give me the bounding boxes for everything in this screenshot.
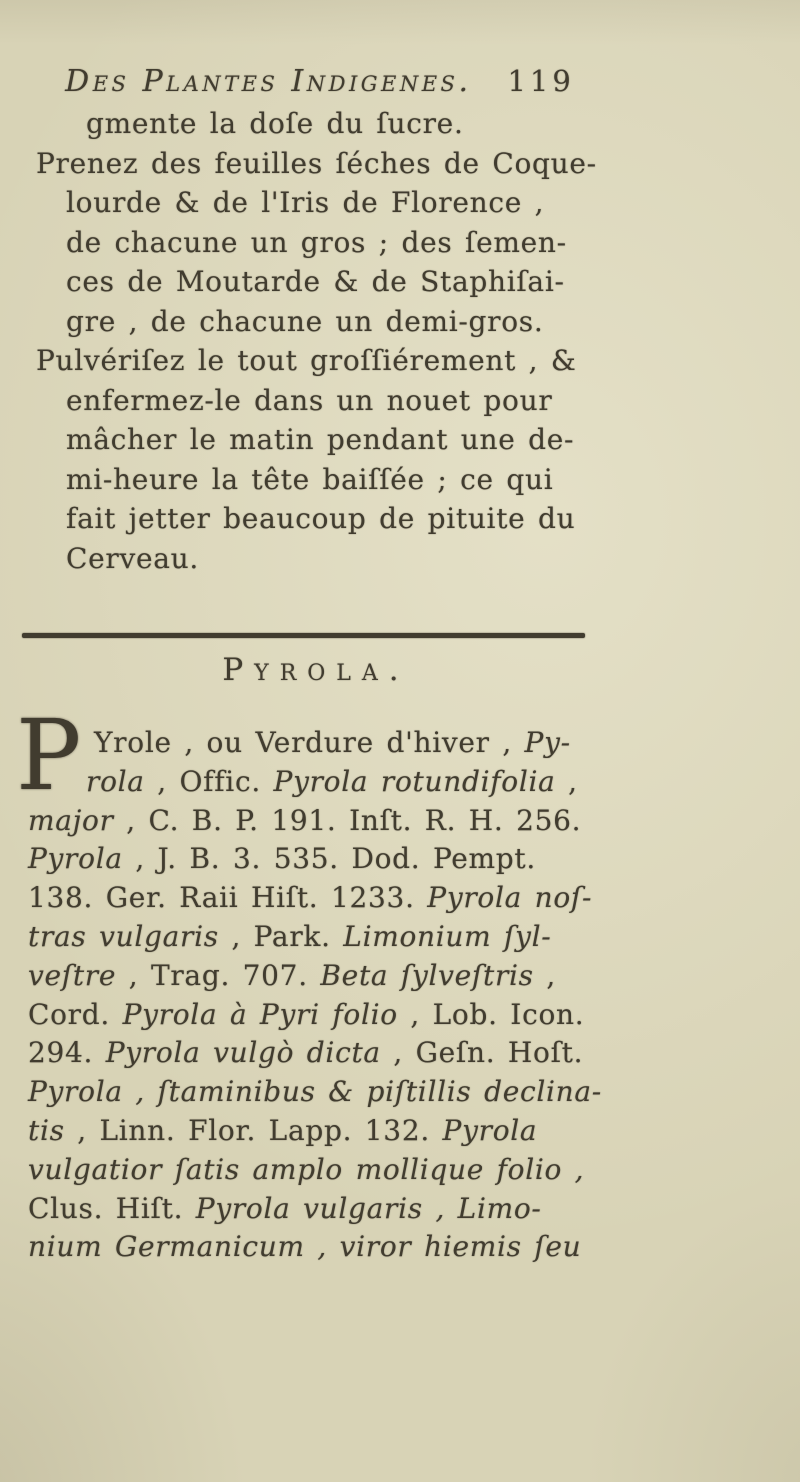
text-segment: Cord. <box>28 997 123 1031</box>
text-line <box>26 1228 636 1267</box>
page-number: 119 <box>507 64 575 98</box>
text-segment: Yrole , ou Verdure d'hiver , <box>94 726 525 759</box>
text-segment: , Offic. <box>144 764 274 798</box>
italic-text-segment: Py- <box>524 726 571 759</box>
text-segment: de chacune un gros ; des ſemen- <box>66 225 567 259</box>
text-segment: , Geſn. Hoſt. <box>380 1036 584 1070</box>
italic-text-segment: Pyrola <box>28 842 123 876</box>
italic-text-segment: Pyrola , ſtaminibus & piſtillis declina- <box>28 1075 602 1109</box>
text-segment: , Lob. Icon. <box>397 997 585 1031</box>
text-line <box>30 341 630 381</box>
text-line <box>26 1190 636 1229</box>
italic-text-segment: tras vulgaris <box>28 919 219 953</box>
text-line <box>30 420 630 460</box>
text-segment: Prenez des feuilles ſéches de Coque- <box>36 146 597 180</box>
text-line <box>30 381 630 421</box>
italic-text-segment: Pyrola noſ- <box>427 881 593 915</box>
text-line <box>30 460 630 500</box>
italic-text-segment: Beta ſylveſtris <box>320 958 534 992</box>
text-line <box>26 802 636 841</box>
italic-text-segment: major <box>28 803 114 837</box>
drop-cap: P <box>16 699 82 812</box>
italic-text-segment: Pyrola à Pyri folio <box>122 997 398 1031</box>
text-segment: fait jetter beaucoup de pituite du <box>66 502 576 535</box>
text-segment: lourde & de l'Iris de Florence , <box>66 186 545 219</box>
text-segment: , <box>555 764 578 798</box>
text-segment: ces de Moutarde & de Staphiſai- <box>66 265 565 298</box>
italic-text-segment: vulgatior ſatis amplo mollique folio , <box>28 1152 585 1186</box>
text-segment: gmente la doſe du ſucre. <box>86 107 464 140</box>
text-line <box>30 223 630 263</box>
italic-text-segment: Pyrola vulgaris , Limo- <box>195 1191 542 1225</box>
text-line <box>30 104 630 144</box>
text-segment: Cerveau. <box>66 541 199 575</box>
article-paragraph <box>26 724 636 1267</box>
text-line <box>26 763 636 802</box>
text-line <box>26 724 636 763</box>
text-line <box>26 1034 636 1073</box>
text-segment: enfermez-le dans un nouet pour <box>66 383 553 417</box>
text-line <box>30 499 630 539</box>
text-segment: mi-heure la tête baiſſée ; ce qui <box>66 462 554 496</box>
italic-text-segment: nium Germanicum , viror hiemis ſeu <box>28 1230 582 1264</box>
italic-text-segment: Limonium ſyl- <box>343 919 552 953</box>
italic-text-segment: rola <box>86 764 145 798</box>
text-line <box>30 262 630 302</box>
text-line <box>26 879 636 918</box>
text-line <box>26 1151 636 1190</box>
text-segment: gre , de chacune un demi-gros. <box>66 304 544 338</box>
text-segment: Clus. Hiſt. <box>28 1191 196 1225</box>
italic-text-segment: veſtre <box>28 958 117 992</box>
section-divider-rule <box>22 633 585 638</box>
text-line <box>30 183 630 223</box>
text-line <box>26 918 636 957</box>
text-segment: , Park. <box>218 919 344 953</box>
text-line <box>26 1112 636 1151</box>
text-line <box>26 1073 636 1112</box>
section-heading: Pyrola. <box>222 652 410 688</box>
text-segment: 294. <box>28 1036 106 1070</box>
text-line <box>26 840 636 879</box>
page-header <box>0 64 640 99</box>
italic-text-segment: Pyrola rotundifolia <box>273 764 556 798</box>
text-segment: , J. B. 3. 535. Dod. Pempt. <box>122 842 536 876</box>
running-title: Des Plantes Indigenes. <box>65 64 472 99</box>
italic-text-segment: Pyrola <box>442 1113 538 1147</box>
text-line <box>26 957 636 996</box>
recipe-paragraph <box>30 104 630 578</box>
text-segment: , Linn. Flor. Lapp. 132. <box>64 1113 443 1147</box>
text-line <box>26 996 636 1035</box>
text-segment: , C. B. P. 191. Inſt. R. H. 256. <box>113 803 582 837</box>
text-segment: , Trag. 707. <box>116 958 321 992</box>
italic-text-segment: tis <box>28 1113 65 1147</box>
text-segment: Pulvériſez le tout groſſiérement , & <box>36 344 577 377</box>
text-line <box>30 302 630 342</box>
italic-text-segment: Pyrola vulgò dicta <box>105 1036 381 1070</box>
text-segment: , <box>533 958 556 992</box>
text-line <box>30 539 630 579</box>
text-segment: 138. Ger. Raii Hiſt. 1233. <box>28 881 428 915</box>
text-segment: mâcher le matin pendant une de- <box>66 423 575 456</box>
text-line <box>30 144 630 184</box>
